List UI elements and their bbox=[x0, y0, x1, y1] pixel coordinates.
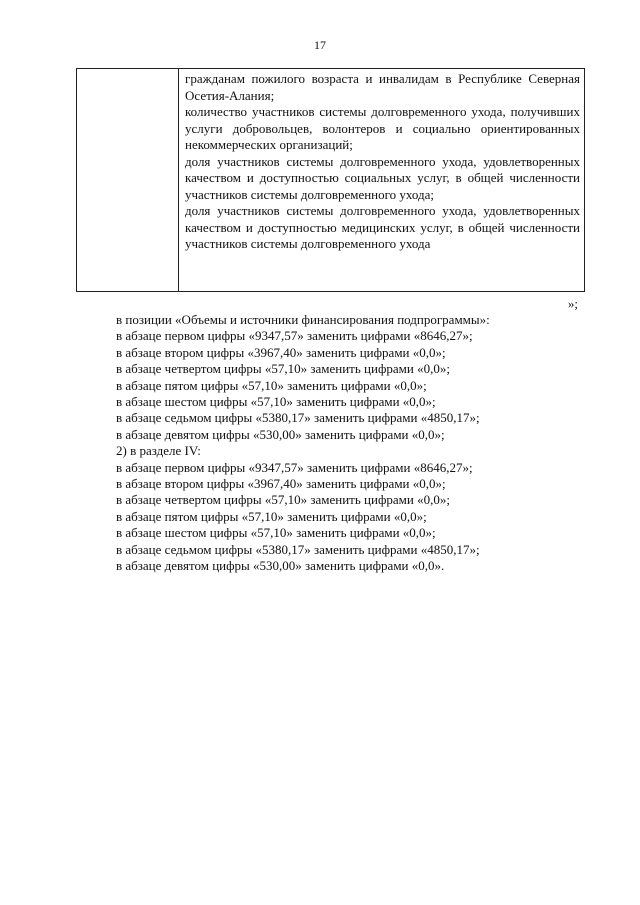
table-cell-text bbox=[179, 69, 584, 253]
amendment-line: в позиции «Объемы и источники финансирования подпрограммы»: bbox=[116, 312, 490, 327]
amendment-line: в абзаце седьмом цифры «5380,17» заменить цифрами «4850,17»; bbox=[116, 410, 480, 426]
amendment-line: в абзаце шестом цифры «57,10» заменить цифрами «0,0»; bbox=[116, 525, 436, 541]
amendment-line: в абзаце седьмом цифры «5380,17» заменить цифрами «4850,17»; bbox=[116, 541, 480, 557]
amendment-line: в абзаце пятом цифры «57,10» заменить цифрами «0,0»; bbox=[116, 508, 427, 524]
amendment-line: в абзаце девятом цифры «530,00» заменить цифрами «0,0»; bbox=[116, 426, 445, 442]
section-heading-line: 2) в разделе IV: bbox=[116, 443, 201, 459]
closing-quote-mark: »; bbox=[567, 296, 578, 311]
amendment-line: в абзаце первом цифры «9347,57» заменить цифрами «8646,27»; bbox=[116, 459, 473, 475]
table-cell-paragraph: доля участников системы долговременного ухода, удовлетворенных качеством и доступностью медицинских услуг, в общей численности участников системы долговременного ухода bbox=[185, 203, 580, 251]
amendments-list bbox=[116, 312, 596, 575]
amendment-line: в абзаце четвертом цифры «57,10» заменить цифрами «0,0»; bbox=[116, 492, 450, 508]
table-cell-paragraph: количество участников системы долговременного ухода, получивших услуги добровольцев, волонтеров и социально ориентированных некоммерческих организаций; bbox=[185, 104, 580, 152]
page-number: 17 bbox=[314, 38, 326, 52]
amendment-line: в абзаце четвертом цифры «57,10» заменить цифрами «0,0»; bbox=[116, 361, 450, 377]
amendment-line: в абзаце первом цифры «9347,57» заменить цифрами «8646,27»; bbox=[116, 328, 473, 344]
amendment-line: в абзаце втором цифры «3967,40» заменить цифрами «0,0»; bbox=[116, 344, 446, 360]
table-row bbox=[77, 69, 585, 292]
table-cell-paragraph: доля участников системы долговременного ухода, удовлетворенных качеством и доступностью социальных услуг, в общей численности участников системы долговременного ухода; bbox=[185, 153, 580, 202]
table-cell-paragraph: гражданам пожилого возраста и инвалидам в Республике Северная Осетия-Алания; bbox=[185, 71, 580, 103]
amendment-line: в абзаце пятом цифры «57,10» заменить цифрами «0,0»; bbox=[116, 377, 427, 393]
amendment-line: в абзаце девятом цифры «530,00» заменить цифрами «0,0». bbox=[116, 558, 445, 574]
table-cell-right bbox=[179, 69, 585, 292]
amendment-line: в абзаце шестом цифры «57,10» заменить цифрами «0,0»; bbox=[116, 394, 436, 410]
amendment-line: в абзаце втором цифры «3967,40» заменить цифрами «0,0»; bbox=[116, 476, 446, 492]
indicators-table bbox=[76, 68, 585, 292]
table-cell-left bbox=[77, 69, 179, 292]
